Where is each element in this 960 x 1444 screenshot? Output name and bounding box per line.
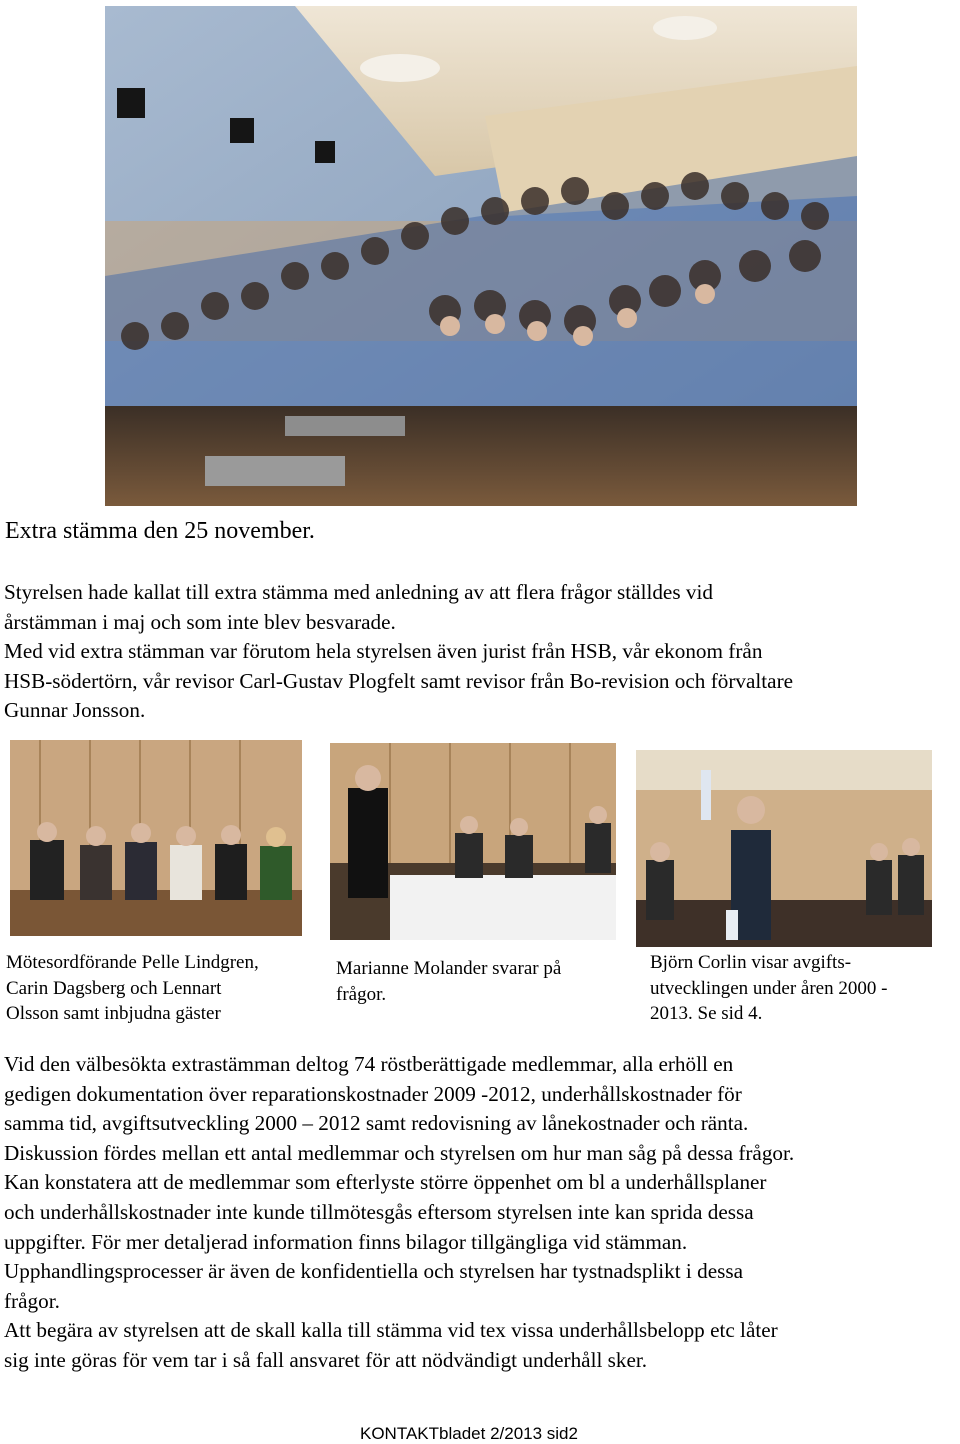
auditorium-photo bbox=[105, 6, 857, 506]
body-paragraph: Upphandlingsprocesser är även de konfidentiella och styrelsen har tystnadsplikt i dessa frågor. bbox=[4, 1259, 744, 1313]
intro-paragraph: Med vid extra stämman var förutom hela styrelsen även jurist från HSB, vår ekonom från HSB-södertörn, vår revisor Carl-Gustav Plogfelt samt revisor från Bo-revision och förvaltare Gunnar Jonsson. bbox=[4, 639, 794, 723]
body-paragraph: Att begära av styrelsen att de skall kalla till stämma vid tex vissa underhållsbelopp etc låter sig inte göras för vem tar i så fall ansvaret för att nödvändigt underhåll sker. bbox=[4, 1318, 778, 1372]
body-paragraph: Vid den välbesökta extrastämman deltog 74 röstberättigade medlemmar, alla erhöll en gedigen dokumentation över reparationskostnader 2009 -2012, underhållskostnader för samma tid, avgiftsutveckling 2000 – 2012 samt redovisning av lånekostnader och ränta. bbox=[4, 1052, 749, 1136]
photo-caption: Mötesordförande Pelle Lindgren, Carin Dagsberg och Lennart Olsson samt inbjudna gäster bbox=[6, 952, 259, 1024]
body-paragraph: Kan konstatera att de medlemmar som efterlyste större öppenhet om bl a underhållsplaner och underhållskostnader inte kunde tillmötesgås eftersom styrelsen inte kan sprida dessa uppgifter. För mer detaljerad information finns bilagor tillgängliga vid stämman. bbox=[4, 1170, 767, 1254]
page-footer: KONTAKTbladet 2/2013 sid2 bbox=[360, 1424, 578, 1443]
body-paragraph: Diskussion fördes mellan ett antal medlemmar och styrelsen om hur man såg på dessa frågor. bbox=[4, 1140, 795, 1165]
article-intro bbox=[4, 578, 960, 726]
presenter-photo bbox=[636, 750, 932, 947]
speaker-photo bbox=[330, 743, 616, 940]
article-headline: Extra stämma den 25 november. bbox=[5, 518, 315, 544]
photo-caption: Marianne Molander svarar på frågor. bbox=[336, 958, 562, 1005]
article-body bbox=[4, 1050, 960, 1376]
photo-caption: Björn Corlin visar avgifts- utvecklingen under åren 2000 - 2013. Se sid 4. bbox=[650, 952, 888, 1024]
intro-paragraph: Styrelsen hade kallat till extra stämma med anledning av att flera frågor ställdes vid årstämman i maj och som inte blev besvarade. bbox=[4, 580, 713, 634]
panel-photo bbox=[10, 740, 302, 936]
